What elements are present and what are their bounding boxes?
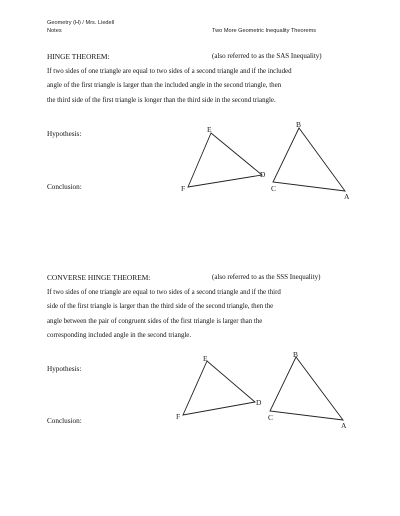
converse-line-2: side of the first triangle is larger than the third side of the second triangle, then the [47, 303, 274, 311]
hinge-vertex-e: E [207, 125, 212, 134]
converse-aka: (also referred to as the SSS Inequality) [212, 273, 321, 281]
hinge-line-3: the third side of the first triangle is longer than the third side in the second triangle. [47, 96, 276, 104]
converse-hypothesis-label: Hypothesis: [47, 365, 82, 373]
hinge-line-2: angle of the first triangle is larger than the included angle in the second triangle, then [47, 82, 282, 90]
converse-title: CONVERSE HINGE THEOREM: [47, 273, 151, 282]
converse-vertex-c: C [268, 413, 274, 422]
notes-label: Notes [47, 28, 62, 34]
converse-vertex-b: B [293, 350, 299, 359]
converse-vertex-f: F [176, 412, 181, 421]
converse-triangle-abc [270, 357, 343, 420]
converse-conclusion-label: Conclusion: [47, 417, 82, 425]
converse-line-3: angle between the pair of congruent sides of the first triangle is larger than the [47, 317, 263, 325]
converse-line-1: If two sides of one triangle are equal to two sides of a second triangle and if the third [47, 289, 281, 296]
converse-vertex-d: D [256, 398, 262, 407]
converse-vertex-e: E [203, 354, 208, 363]
hinge-line-1: If two sides of one triangle are equal to two sides of a second triangle and if the included [47, 68, 292, 75]
hinge-vertex-c: C [271, 184, 277, 193]
hinge-vertex-b: B [296, 120, 302, 129]
converse-line-4: corresponding included angle in the second triangle. [47, 331, 192, 339]
hinge-conclusion-label: Conclusion: [47, 183, 82, 191]
course-label: Geometry (H) / Mrs. Liedell [47, 20, 115, 26]
topic-label: Two More Geometric Inequality Theorems [212, 28, 317, 34]
hinge-hypothesis-label: Hypothesis: [47, 130, 82, 138]
hinge-title: HINGE THEOREM: [47, 52, 110, 61]
hinge-aka: (also referred to as the SAS Inequality) [212, 52, 322, 60]
converse-triangle-def [183, 361, 255, 415]
hinge-vertex-d: D [260, 170, 266, 179]
converse-vertex-a: A [341, 421, 347, 430]
hinge-vertex-f: F [181, 184, 186, 193]
hinge-vertex-a: A [344, 192, 350, 201]
